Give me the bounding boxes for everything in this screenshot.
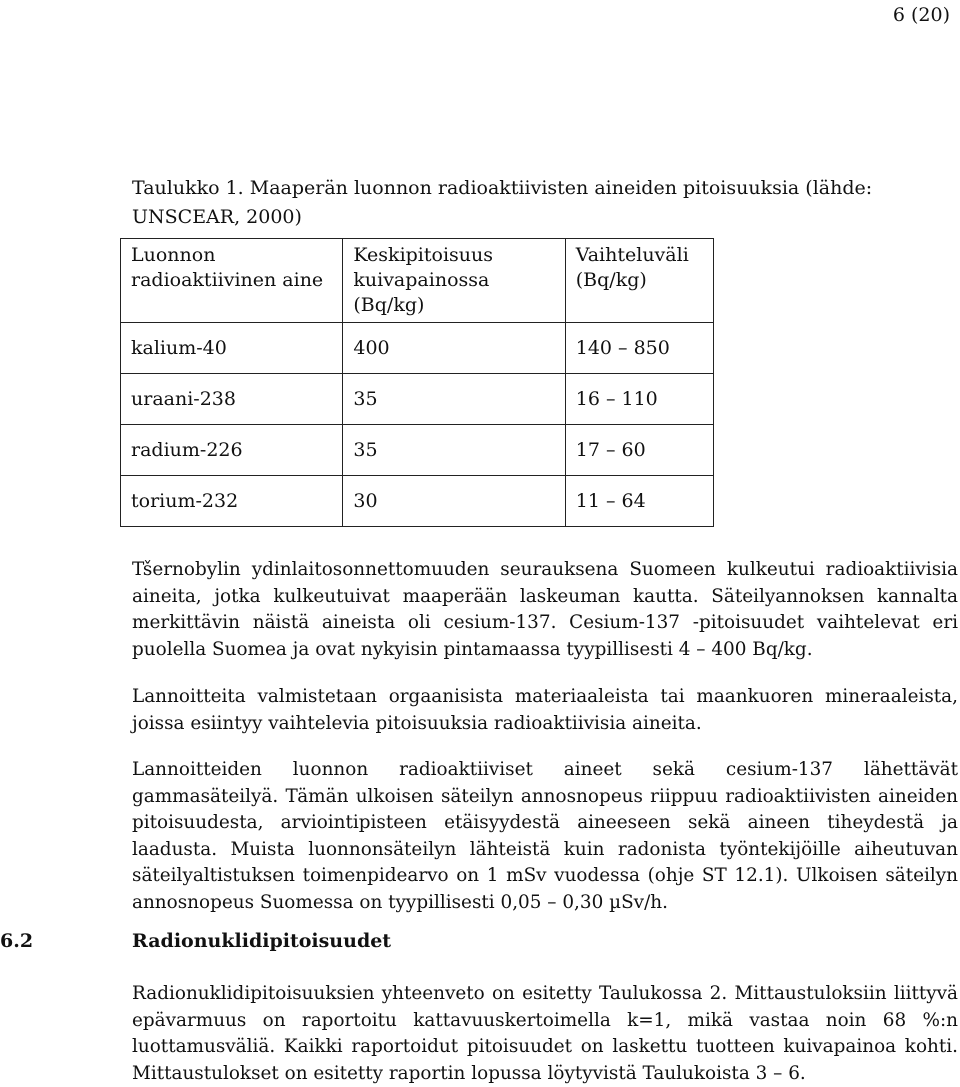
paragraph-fertilizers: Lannoitteita valmistetaan orgaanisista materiaaleista tai maankuoren mineraaleista, joissa esiintyy vaihtelevia pitoisuuksia radioaktiivisia aineita.: [132, 686, 958, 734]
table-row: [121, 476, 714, 527]
radioactivity-table: [120, 238, 714, 527]
paragraph-radionuclides: Radionuklidipitoisuuksien yhteenveto on esitetty Taulukossa 2. Mittaustuloksiin liittyvä epävarmuus on raportoitu kattavuuskertoimella k=1, mikä vastaa noin 68 %:n luottamusväliä. Kaikki raportoidut pitoisuudet on laskettu tuotteen kuivapainoa kohti. Mittaustulokset on esitetty raportin lopussa löytyvistä Taulukoista 3 – 6.: [132, 983, 958, 1084]
cell-substance: torium-232: [121, 476, 343, 527]
cell-mean: 35: [343, 374, 565, 425]
cell-range: 11 – 64: [565, 476, 713, 527]
paragraph-gamma-radiation: Lannoitteiden luonnon radioaktiiviset aineet sekä cesium-137 lähettävät gammasäteilyä. Tämän ulkoisen säteilyn annosnopeus riippuu radioaktiivisten aineiden pitoisuudesta, arviointipisteen etäisyydestä aineeseen sekä aineen tiheydestä ja laadusta. Muista luonnonsäteilyn lähteistä kuin radonista työntekijöille aiheutuvan säteilyaltistuksen toimenpidearvo on 1 mSv vuodessa (ohje ST 12.1). Ulkoisen säteilyn annosnopeus Suomessa on tyypillisesti 0,05 – 0,30 µSv/h.: [132, 759, 958, 913]
cell-substance: uraani-238: [121, 374, 343, 425]
header-range: Vaihteluväli (Bq/kg): [565, 239, 713, 323]
cell-substance: radium-226: [121, 425, 343, 476]
section-title: Radionuklidipitoisuudet: [132, 930, 392, 952]
section-number: 6.2: [0, 930, 34, 952]
header-substance: Luonnon radioaktiivinen aine: [121, 239, 343, 323]
cell-mean: 400: [343, 323, 565, 374]
table-row: [121, 323, 714, 374]
cell-range: 16 – 110: [565, 374, 713, 425]
cell-mean: 30: [343, 476, 565, 527]
table-header-row: [121, 239, 714, 323]
table-row: [121, 374, 714, 425]
table-caption: Taulukko 1. Maaperän luonnon radioaktiivisten aineiden pitoisuuksia (lähde: UNSCEAR, 2000): [132, 177, 873, 228]
cell-mean: 35: [343, 425, 565, 476]
table-row: [121, 425, 714, 476]
section-heading: [0, 930, 391, 952]
header-mean-concentration: Keskipitoisuus kuivapainossa (Bq/kg): [343, 239, 565, 323]
cell-substance: kalium-40: [121, 323, 343, 374]
page-number: 6 (20): [892, 4, 950, 26]
paragraph-chernobyl: Tšernobylin ydinlaitosonnettomuuden seurauksena Suomeen kulkeutui radioaktiivisia aineita, jotka kulkeutuivat maaperään laskeuman kautta. Säteilyannoksen kannalta merkittävin näistä aineista oli cesium-137. Cesium-137 -pitoisuudet vaihtelevat eri puolella Suomea ja ovat nykyisin pintamaassa tyypillisesti 4 – 400 Bq/kg.: [132, 559, 958, 660]
cell-range: 17 – 60: [565, 425, 713, 476]
cell-range: 140 – 850: [565, 323, 713, 374]
